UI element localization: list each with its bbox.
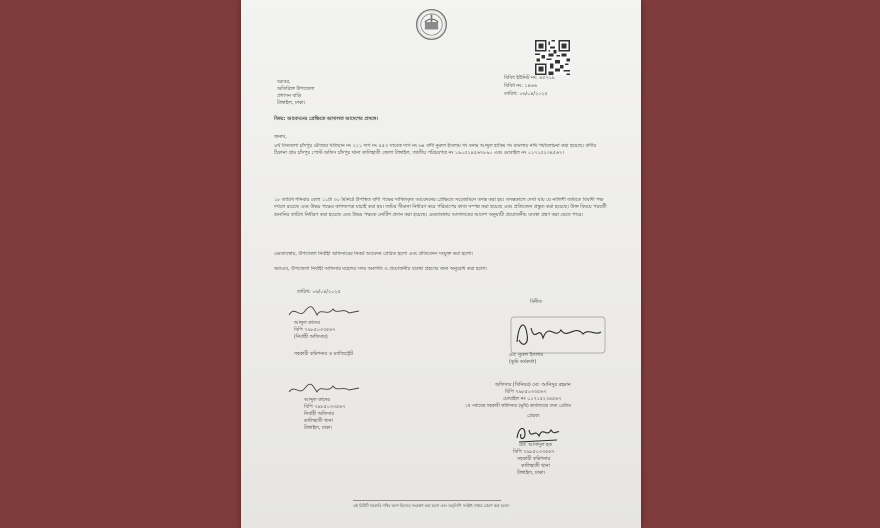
signatory-name: মো: আসাদুল হক [519, 443, 552, 448]
document-page [241, 0, 641, 528]
forward-line: মোবাইল নং ০১৭১৫২৩৪৫৬৭ [503, 397, 562, 402]
body-paragraph-3: এমতাবস্থায়, উপজেলা নির্বাহী অফিসারের নিকট আবেদন প্রেরিত হলো এবং প্রতিবেদন সংযুক্ত করা হলো। [274, 252, 473, 257]
signature-stamp [509, 314, 607, 356]
signatory-id: বিপি ৭৯৮৫০৩৩৫৬৭ [294, 328, 336, 333]
footer-note: এই চিঠিটি সরকারি নথির অংশ হিসেবে সংরক্ষণ করা হলো এবং অনুলিপি সংশ্লিষ্ট দপ্তরে প্রেরণ করা হলো। [353, 503, 510, 508]
signatory-id: বিপি ৭৯৮৫০৩৩৫৬৭ [513, 450, 555, 455]
serial-number: বিবিধ নং: ১৪৬৬ [504, 84, 537, 89]
signatory-name: আব্দুল কাদের [294, 321, 320, 326]
signatory-city: টাঙ্গাইল, ঢাকা। [517, 471, 546, 476]
signatory-office: কালিহাতী থানা [304, 419, 333, 424]
body-paragraph-1: ৪র্থ তিনতলা চাঁদপুর মৌজার খতিয়ান নং ২২১ দাগ নং ৪৫৩ সাবেক দাগ নং ৬৪ বাদী নুরুল ইসলাম গং বনাম আব্দুল হাকিম গং মামলায় নথি পর্যালোচনা করা হয়েছে। বাদীর ঠিকানা গ্রাম চাঁদপুর পোস্ট অফিস চাঁদপুর থানা কালিহাতী জেলা টাঙ্গাইল, জাতীয় পরিচয়পত্র নং ১৯০৫২৪৫৬৭৮৯০ এবং মোবাইল নং ০১৭১৫২৩৪৫৬৭। [274, 144, 597, 157]
recipient-line: প্রশাসন বাড়ি [277, 94, 302, 99]
ref-date: তারিখ: ০৬/০৪/২০২৫ [504, 92, 548, 97]
handwritten-signature [287, 382, 361, 398]
forward-line: ১ম পর্যায়ের সহকারী কমিশনার (ভূমি) কার্যালয়ের জন্য প্রেরিত [465, 404, 571, 409]
forward-line: প্রেরক: [527, 414, 541, 419]
signatory-city: টাঙ্গাইল, ঢাকা। [304, 426, 333, 431]
signatory-office: কালিহাতী থানা [521, 464, 550, 469]
memo-number: বিবিধ ইউনিট নং: ৪৫৭১৯ [504, 76, 555, 81]
body-paragraph-2: ১৮ তারিখ শনিবার বেলা ১১টা ৩০ মিনিটে উপস্থিত বাদী পক্ষের দাখিলকৃত আবেদনের প্রেক্ষিতে সরেজমিনে তদন্ত করা হয়। তদন্তকালে দেখা যায় যে নালিশী জমিতে বিবাদী পক্ষ দখলে রয়েছে এবং উভয় পক্ষের কাগজপত্র যাচাই করা হয়। জমির সীমানা নির্ধারণ করে পরিমাপের কাজ সম্পন্ন করা হয়েছে এবং প্রতিবেদন প্রস্তুত করা হয়েছে। উক্ত বিষয়ে পরবর্তী শুনানির তারিখ নির্ধারণ করা হয়েছে এবং উভয় পক্ষকে নোটিশ প্রদান করা হয়েছে। এমতাবস্থায় আদালতের আদেশ অনুযায়ী প্রয়োজনীয় ব্যবস্থা গ্রহণ করা যেতে পারে। [274, 198, 607, 218]
signatory-title: নির্বাহী অফিসার [304, 412, 334, 417]
closing-label: বিনীত [530, 300, 542, 305]
forward-line: বিপি ৭৯৮৫০৩৩৫৬৭ [505, 390, 547, 395]
signatory-note: সহকারী কমিশনার ও ম্যাজিস্ট্রেট [294, 352, 353, 357]
salutation: জনাব, [274, 135, 287, 140]
handwritten-signature [287, 303, 361, 321]
forward-line: অফিসার (সিনিয়র) মো: আনিসুর রহমান [495, 383, 571, 388]
handwritten-signature [515, 422, 561, 444]
recipient-line: অতিরিক্ত উপজেলা [277, 87, 315, 92]
signatory-name: আব্দুল কাদের [304, 398, 330, 403]
signatory-name: মো: নুরুল ইসলাম [509, 353, 544, 358]
signatory-title: (নির্বাহী অফিসার) [294, 335, 328, 340]
subject-line: বিষয়: আবেদনের প্রেক্ষিতে আদালত আদেশের প্রসঙ্গে। [274, 117, 378, 122]
recipient-line: টাঙ্গাইল, ঢাকা। [277, 101, 306, 106]
signatory-id: বিপি ৭৯৮৫০৩৩৫৬৭ [304, 405, 346, 410]
qr-code-icon [535, 40, 570, 75]
body-paragraph-4: অতএব, উপজেলা নির্বাহী অফিসার মহোদয় সদয় অবগতি ও প্রয়োজনীয় ব্যবস্থা গ্রহণের জন্য অনুরোধ করা হলো। [274, 267, 488, 272]
letter-date: তারিখ: ০৬/০৪/২০২৫ [297, 290, 341, 295]
government-seal-icon [415, 8, 448, 41]
footer-rule [353, 500, 501, 501]
signatory-title: (ভূমি কর্মকর্তা) [509, 360, 537, 365]
recipient-line: বরাবর, [277, 80, 291, 85]
signatory-title: সহকারী কমিশনার [517, 457, 551, 462]
